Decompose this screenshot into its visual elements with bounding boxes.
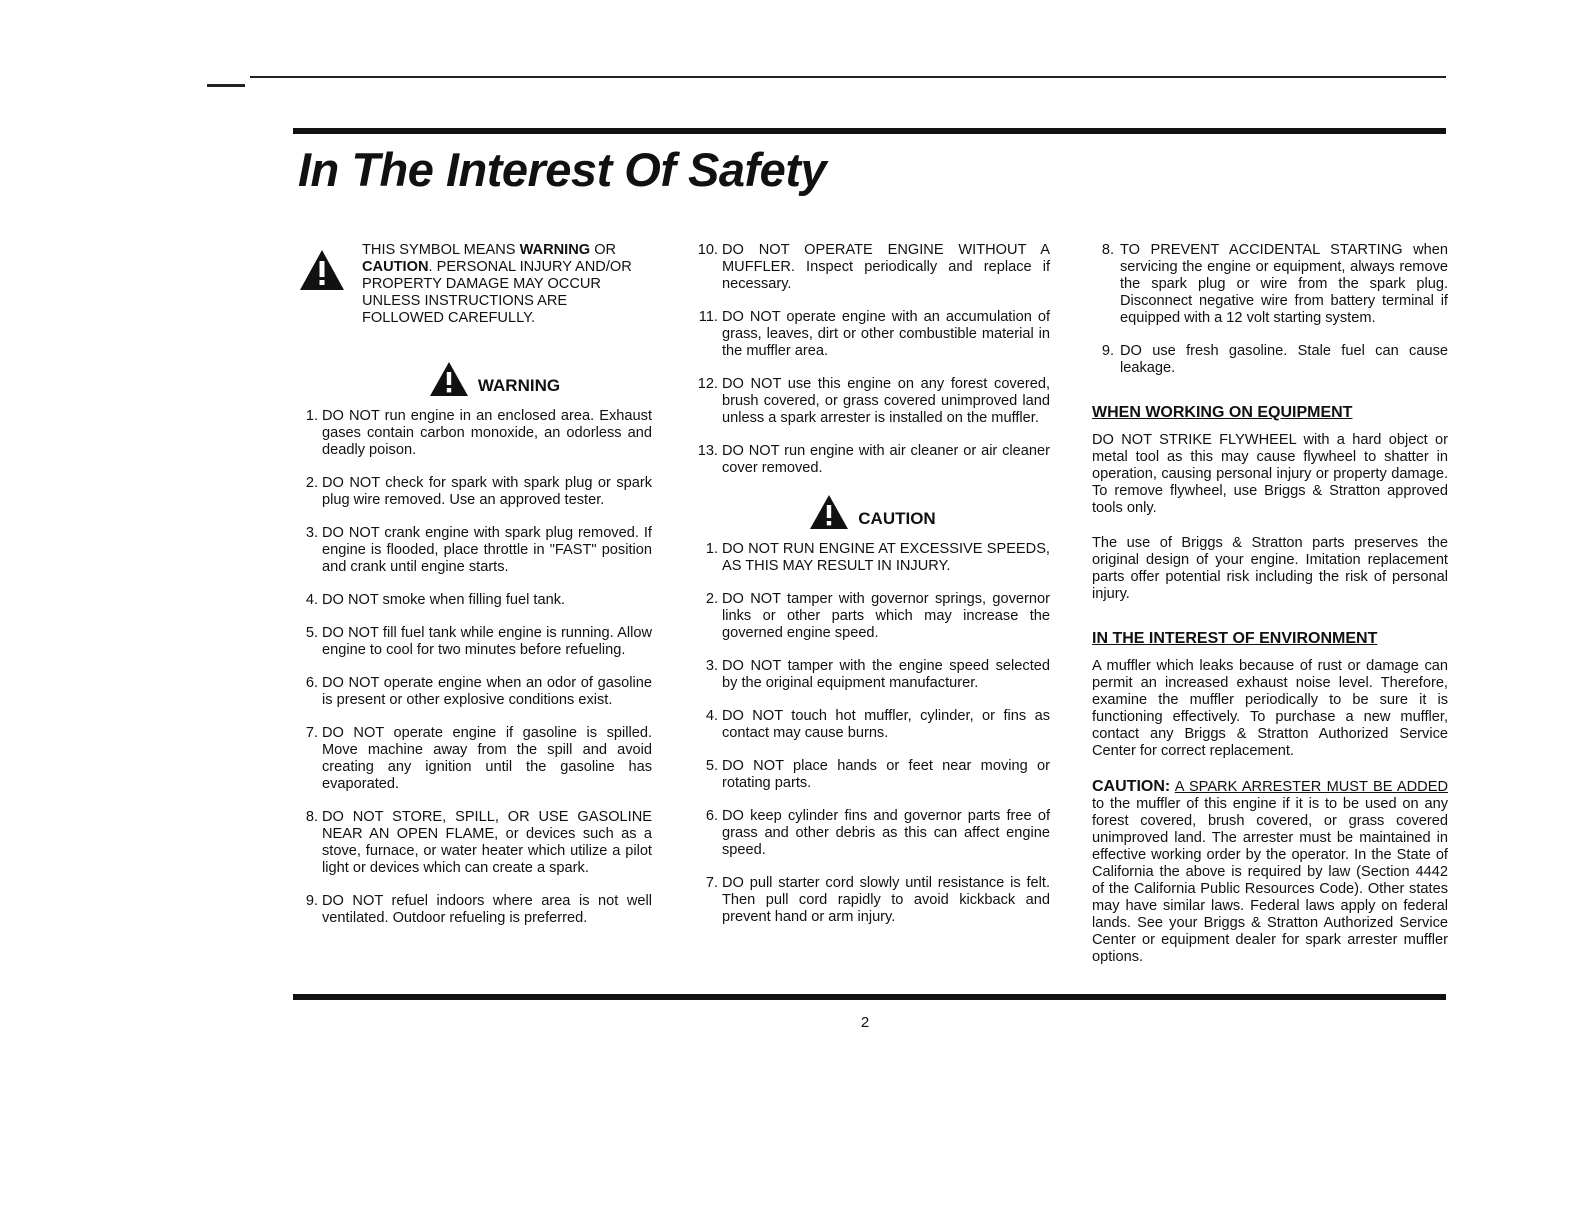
list-item: 3. DO NOT crank engine with spark plug removed. If engine is flooded, place throttle in "FAST" position and crank until engine starts. xyxy=(305,525,652,575)
caution-list-continued xyxy=(1092,242,1448,377)
caution-heading xyxy=(694,493,1050,531)
list-item: 1. DO NOT RUN ENGINE AT EXCESSIVE SPEEDS, AS THIS MAY RESULT IN INJURY. xyxy=(705,541,1050,574)
warning-triangle-icon xyxy=(298,248,346,292)
list-item: 9. DO NOT refuel indoors where area is not well ventilated. Outdoor refueling is preferred. xyxy=(305,893,652,926)
spark-arrester-caution xyxy=(1092,778,1448,966)
list-item: 7. DO NOT operate engine if gasoline is spilled. Move machine away from the spill and avoid creating any ignition until the gasoline has evaporated. xyxy=(305,725,652,792)
list-item: 2. DO NOT check for spark with spark plug or spark plug wire removed. Use an approved tester. xyxy=(305,475,652,508)
warning-list-continued xyxy=(694,242,1050,477)
list-item: 11. DO NOT operate engine with an accumulation of grass, leaves, dirt or other combustible material in the muffler area. xyxy=(698,309,1050,359)
top-rule-mark xyxy=(207,84,245,87)
list-item: 7. DO pull starter cord slowly until resistance is felt. Then pull cord rapidly to avoid kickback and prevent hand or arm injury. xyxy=(705,875,1050,925)
caution-list xyxy=(694,541,1050,926)
list-item: 3. DO NOT tamper with the engine speed selected by the original equipment manufacturer. xyxy=(705,658,1050,691)
list-item: 5. DO NOT place hands or feet near moving or rotating parts. xyxy=(705,758,1050,791)
warning-list xyxy=(296,408,652,927)
list-item: 4. DO NOT smoke when filling fuel tank. xyxy=(305,592,566,608)
column-right xyxy=(1092,242,1448,984)
environment-heading: IN THE INTEREST OF ENVIRONMENT xyxy=(1092,630,1378,647)
page-number: 2 xyxy=(860,1014,870,1031)
top-rule-thin xyxy=(250,76,1446,78)
list-item: 6. DO keep cylinder fins and governor parts free of grass and other debris as this can affect engine speed. xyxy=(705,808,1050,858)
caution-heading-label: CAUTION xyxy=(858,509,936,528)
list-item: 2. DO NOT tamper with governor springs, governor links or other parts which may increase the governed engine speed. xyxy=(705,591,1050,641)
list-item: 10. DO NOT OPERATE ENGINE WITHOUT A MUFFLER. Inspect periodically and replace if necessary. xyxy=(697,242,1050,292)
warning-heading-label: WARNING xyxy=(477,376,561,395)
parts-paragraph: The use of Briggs & Stratton parts preserves the original design of your engine. Imitation replacement parts offer potential risk including the risk of personal injury. xyxy=(1092,535,1448,602)
warning-triangle-icon xyxy=(428,360,470,398)
column-left xyxy=(296,242,652,943)
list-item: 9. DO use fresh gasoline. Stale fuel can cause leakage. xyxy=(1101,343,1448,376)
list-item: 5. DO NOT fill fuel tank while engine is running. Allow engine to cool for two minutes before refueling. xyxy=(305,625,652,658)
flywheel-paragraph: DO NOT STRIKE FLYWHEEL with a hard object or metal tool as this may cause flywheel to shatter in operation, causing personal injury or property damage. To remove flywheel, use Briggs & Stratton approved tools only. xyxy=(1092,432,1448,516)
bottom-rule xyxy=(293,994,1446,1000)
list-item: 4. DO NOT touch hot muffler, cylinder, or fins as contact may cause burns. xyxy=(705,708,1050,741)
list-item: 8. TO PREVENT ACCIDENTAL STARTING when servicing the engine or equipment, always remove the spark plug or wire from the spark plug. Disconnect negative wire from battery terminal if equipped with a 12 volt starting system. xyxy=(1101,242,1448,326)
working-on-equipment-heading: WHEN WORKING ON EQUIPMENT xyxy=(1092,404,1353,421)
caution-underlined: A SPARK ARRESTER MUST BE ADDED xyxy=(1174,779,1448,795)
column-middle xyxy=(694,242,1050,942)
list-item: 6. DO NOT operate engine when an odor of gasoline is present or other explosive conditions exist. xyxy=(305,675,652,708)
list-item: 8. DO NOT STORE, SPILL, OR USE GASOLINE NEAR AN OPEN FLAME, or devices such as a stove, furnace, or water heater which utilize a pilot light or devices which can create a spark. xyxy=(305,809,652,876)
symbol-intro xyxy=(296,242,652,332)
caution-lead: CAUTION: xyxy=(1092,778,1171,795)
list-item: 1. DO NOT run engine in an enclosed area. Exhaust gases contain carbon monoxide, an odorless and deadly poison. xyxy=(305,408,652,458)
warning-heading xyxy=(336,360,652,398)
top-rule-thick xyxy=(293,128,1446,134)
muffler-paragraph: A muffler which leaks because of rust or damage can permit an increased exhaust noise level. Therefore, examine the muffler periodically to be sure it is functioning effectively. To purchase a new muffler, contact any Briggs & Stratton Authorized Service Center for correct replacement. xyxy=(1092,658,1448,759)
page-title: In The Interest Of Safety xyxy=(298,143,827,196)
symbol-intro-text: THIS SYMBOL MEANS WARNING OR CAUTION. PERSONAL INJURY AND/OR PROPERTY DAMAGE MAY OCCUR UNLESS INSTRUCTIONS ARE FOLLOWED CAREFULLY. xyxy=(362,242,632,326)
list-item: 12. DO NOT use this engine on any forest covered, brush covered, or grass covered unimproved land unless a spark arrester is installed on the muffler. xyxy=(697,376,1050,426)
caution-rest: to the muffler of this engine if it is to be used on any forest covered, brush covered, or grass covered unimproved land. The arrester must be maintained in effective working order by the operator. In the State of California the above is required by law (Section 4442 of the California Public Resources Code). Other states may have similar laws. Federal laws apply on federal lands. See your Briggs & Stratton Authorized Service Center or equipment dealer for spark arrester muffler options. xyxy=(1092,796,1448,965)
caution-triangle-icon xyxy=(808,493,850,531)
list-item: 13. DO NOT run engine with air cleaner or air cleaner cover removed. xyxy=(697,443,1050,476)
